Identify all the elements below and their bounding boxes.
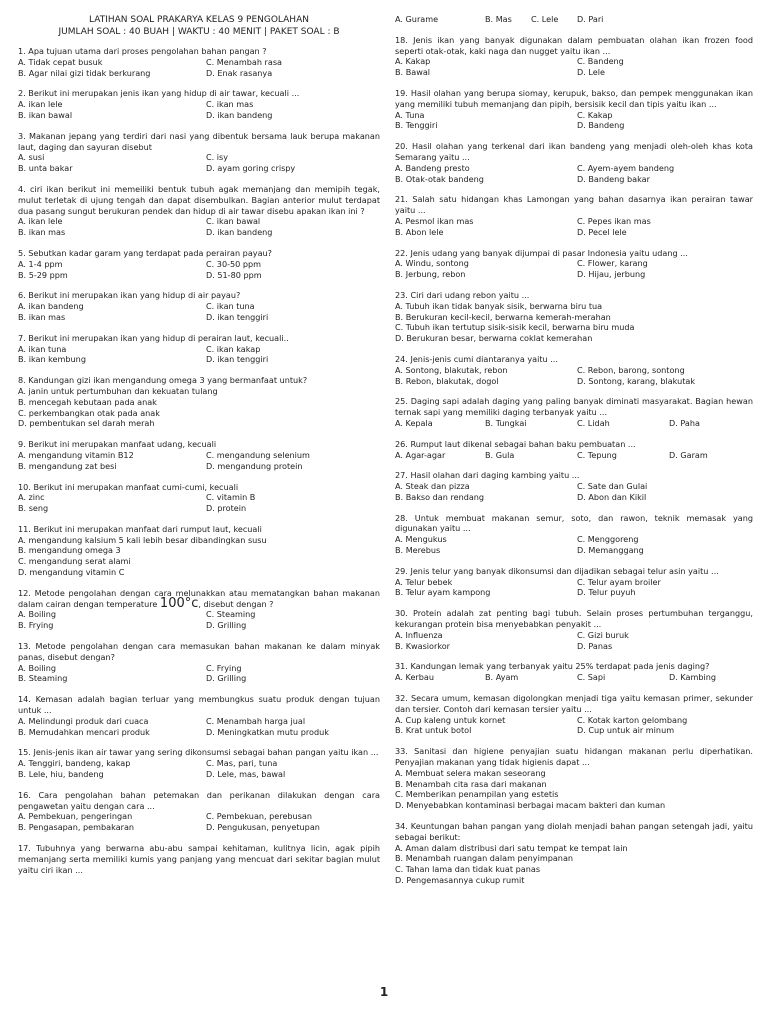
answer-options [395,216,753,238]
question [395,396,753,428]
answer-options [18,716,380,738]
answer-options [395,630,753,652]
answer-option: A. Influenza [395,629,443,640]
answer-options [18,535,380,578]
answer-option: A. Cup kaleng untuk kornet [395,714,506,725]
question [18,790,380,833]
question [395,354,753,386]
answer-option: B. ikan bawal [18,109,73,120]
answer-option: C. mengandung selenium [206,449,310,460]
answer-options [395,768,753,811]
answer-option: A. mengandung kalsium 5 kali lebih besar dibandingkan susu [18,534,267,545]
question-text: 7. Berikut ini merupakan ikan yang hidup di perairan laut, kecuali.. [18,332,289,343]
answer-options [395,843,753,886]
answer-option: C. perkembangkan otak pada anak [18,407,160,418]
answer-options [395,258,753,280]
answer-option: C. Lele [531,14,559,24]
answer-option: B. Telur ayam kampong [395,587,491,598]
answer-options [18,663,380,685]
answer-option: B. Bakso dan rendang [395,491,485,502]
answer-option: B. mencegah kebutaan pada anak [18,396,157,407]
answer-option: B. Memudahkan mencari produk [18,726,150,737]
question-text: 24. Jenis-jenis cumi diantaranya yaitu ... [395,353,558,364]
answer-option: C. isy [206,152,229,163]
right-question-list [395,14,753,886]
answer-option: C. Sapi [577,672,606,683]
answer-option: B. Merebus [395,545,441,556]
answer-option: A. ikan tuna [18,343,67,354]
answer-option: B. seng [18,503,49,514]
answer-options [395,110,753,132]
question-text: 25. Daging sapi adalah daging yang paling banyak diminati masyarakat. Bagian hewan ternak sapi yang memiliki daging terbanyak yaitu ... [395,396,753,418]
answer-option: C. Tepung [577,449,617,460]
answer-option: C. vitamin B [206,492,256,503]
question [395,746,753,811]
answer-option: C. Frying [206,662,242,673]
question [395,470,753,502]
right-column [395,14,753,896]
answer-option: A. Membuat selera makan seseorang [395,767,546,778]
question [18,46,380,78]
answer-option: A. Kerbau [395,672,434,683]
question-text: 8. Kandungan gizi ikan mengandung omega 3 yang bermanfaat untuk? [18,375,308,386]
answer-option: B. mengandung omega 3 [18,545,121,556]
answer-option: C. Menambah rasa [206,56,282,67]
answer-option: C. Gizi buruk [577,629,629,640]
answer-option: B. Bawal [395,67,431,78]
answer-option: B. Steaming [18,673,68,684]
answer-option: A. Melindungi produk dari cuaca [18,715,149,726]
question-text: 2. Berikut ini merupakan jenis ikan yang hidup di air tawar, kecuali ... [18,88,300,99]
question-text: 12. Metode pengolahan dengan cara melunakkan atau mematangkan bahan makanan dalam cairan dengan temperature 100°c, disebut dengan ? [18,587,380,611]
question [395,821,753,886]
answer-option: D. Grilling [206,673,247,684]
answer-option: D. ayam goring crispy [206,163,296,174]
document-subtitle: JUMLAH SOAL : 40 BUAH | WAKTU : 40 MENIT | PAKET SOAL : B [58,27,340,37]
question-text: 33. Sanitasi dan higiene penyajian suatu hidangan makanan perlu diperhatikan. Penyajian makanan yang tidak higienis dapat ... [395,746,753,768]
answer-option: D. Paha [669,417,700,428]
answer-options [395,672,753,683]
answer-option: C. Steaming [206,609,256,620]
answer-option: C. Rebon, barong, sontong [577,364,685,375]
answer-option: D. Bandeng bakar [577,173,650,184]
question [395,248,753,280]
answer-options [18,450,380,472]
answer-option: B. Mas [485,14,512,24]
answer-option: C. Tubuh ikan tertutup sisik-sisik kecil, berwarna biru muda [395,322,635,333]
answer-option: C. Bandeng [577,56,624,67]
document-header [18,14,380,38]
question-text: 9. Berikut ini merupakan manfaat udang, kecuali [18,439,217,450]
answer-option: C. ikan mas [206,99,254,110]
question-text: 32. Secara umum, kemasan digolongkan menjadi tiga yaitu kemasan primer, sekunder dan tersier. Contoh dari kemasan tersier yaitu ... [395,693,753,714]
answer-option: A. Tidak cepat busuk [18,56,103,67]
answer-option: A. mengandung vitamin B12 [18,449,134,460]
answer-option: C. Kotak karton gelombang [577,714,688,725]
answer-option: A. Windu, sontong [395,258,469,269]
answer-options [395,163,753,185]
answer-option: D. ikan tenggiri [206,311,269,322]
answer-option: C. ikan tuna [206,301,255,312]
question [395,608,753,651]
answer-option: A. Gurame [395,14,439,24]
answer-option: D. Lele, mas, bawal [206,769,286,780]
question [395,513,753,556]
question [18,88,380,120]
question-text: 19. Hasil olahan yang berupa siomay, kerupuk, bakso, dan pempek menggunakan ikan yang memiliki tubuh memanjang dan pipih, bersisik kecil dan tipis yaitu ikan ... [395,87,753,109]
answer-option: A. Kakap [395,56,431,67]
answer-option: C. Menggoreng [577,534,639,545]
question-text: 26. Rumput laut dikenal sebagai bahan baku pembuatan ... [395,438,636,449]
answer-option: D. Bandeng [577,120,625,131]
answer-option: C. ikan bawal [206,216,261,227]
answer-option: A. 1-4 ppm [18,258,63,269]
answer-option: A. janin untuk pertumbuhan dan kekuatan tulang [18,385,218,396]
answer-option: A. Pesmol ikan mas [395,215,474,226]
answer-option: A. susi [18,152,45,163]
answer-option: D. Pari [577,14,604,24]
answer-option: D. mengandung vitamin C [18,567,125,578]
answer-option: B. Otak-otak bandeng [395,173,484,184]
answer-option: A. ikan lele [18,216,63,227]
answer-option: D. Lele [577,67,605,78]
question-text: 13. Metode pengolahan dengan cara memasukan bahan makanan ke dalam minyak panas, disebut dengan? [18,641,380,662]
question [18,375,380,429]
answer-option: D. ikan bandeng [206,227,273,238]
answer-option: D. Grilling [206,620,247,631]
page-number: 1 [379,985,389,999]
answer-option: D. Pengemasannya cukup rumit [395,875,525,885]
question [18,694,380,737]
answer-option: B. mengandung zat besi [18,460,117,471]
answer-option: D. Pecel lele [577,226,627,237]
answer-options [395,418,753,429]
question-text: 1. Apa tujuan utama dari proses pengolahan bahan pangan ? [18,46,267,56]
answer-option: B. Lele, hiu, bandeng [18,769,104,780]
answer-option: A. Mengukus [395,534,447,545]
answer-option: A. Telur bebek [395,576,453,587]
answer-option: A. Boiling [18,609,57,620]
answer-option: D. Panas [577,640,613,651]
question-text: 18. Jenis ikan yang banyak digunakan dalam pembuatan olahan ikan frozen food seperti otak-otak, kaki naga dan nugget yaitu ikan ... [395,34,753,56]
answer-options [18,152,380,174]
answer-option: D. Pengukusan, penyetupan [206,822,320,833]
answer-option: B. Ayam [485,672,519,683]
answer-options [18,609,380,631]
answer-option: A. Kepala [395,417,433,428]
answer-option: B. Kwasiorkor [395,640,451,651]
answer-options [395,14,753,25]
answer-option: C. 30-50 ppm [206,258,262,269]
question-text: 15. Jenis-jenis ikan air tawar yang sering dikonsumsi sebagai bahan pangan yaitu ikan ... [18,747,379,758]
answer-option: A. Tenggiri, bandeng, kakap [18,758,131,769]
question [395,88,753,131]
answer-option: A. ikan lele [18,99,63,110]
answer-option: B. Jerbung, rebon [395,269,466,280]
answer-option: D. mengandung protein [206,460,303,471]
question-text: 3. Makanan jepang yang terdiri dari nasi yang dibentuk bersama lauk berupa makanan laut, daging dan sayuran disebut [18,130,380,152]
question-text: 34. Keuntungan bahan pangan yang diolah menjadi bahan pangan setengah jadi, yaitu sebagai berikut: [395,821,753,842]
answer-option: A. Bandeng presto [395,162,470,173]
question [18,184,380,238]
answer-options [18,758,380,780]
answer-options [18,301,380,323]
answer-options [18,811,380,833]
question [18,333,380,365]
left-question-list [18,46,380,875]
answer-option: B. Pengasapan, pembakaran [18,822,135,833]
answer-options [395,534,753,556]
answer-option: C. Mas, pari, tuna [206,758,278,769]
answer-option: C. Pembekuan, perebusan [206,811,312,822]
left-column [18,14,380,885]
question [18,747,380,779]
answer-options [18,492,380,514]
answer-option: C. Tahan lama dan tidak kuat panas [395,864,541,875]
answer-options [395,301,753,344]
question [18,641,380,684]
answer-option: B. Menambah ruangan dalam penyimpanan [395,853,574,864]
question-text: 16. Cara pengolahan bahan petemakan dan perikanan dilakukan dengan cara pengawetan yaitu dengan cara ... [18,789,380,811]
question [18,588,380,631]
answer-options [18,57,380,79]
answer-option: D. Menyebabkan kontaminasi berbagai macam bakteri dan kuman [395,800,666,811]
answer-option: D. Garam [669,449,708,460]
question-text: 17. Tubuhnya yang berwarna abu-abu sampai kehitaman, kulitnya licin, agak pipih memanjang serta memiliki kumis yang panjang yang mencuat dari sekitar bagian mulut yaitu ciri ikan ... [18,843,380,875]
answer-option: C. Kakap [577,109,613,120]
answer-options [395,481,753,503]
question-text: 28. Untuk membuat makanan semur, soto, dan rawon, teknik memasak yang digunakan yaitu ... [395,512,753,534]
question-text: 31. Kandungan lemak yang terbanyak yaitu 25% terdapat pada jenis daging? [395,661,710,672]
question [395,566,753,598]
answer-option: C. Memberikan penampilan yang estetis [395,789,559,800]
answer-option: B. Frying [18,620,54,631]
question [18,131,380,174]
answer-option: D. Meningkatkan mutu produk [206,726,329,737]
answer-option: A. Sontong, blakutak, rebon [395,364,508,375]
answer-option: D. ikan bandeng [206,109,273,120]
answer-option: A. Aman dalam distribusi dari satu tempat ke tempat lain [395,842,628,853]
answer-option: A. Tuna [395,109,425,120]
question [18,290,380,322]
answer-option: D. pembentukan sel darah merah [18,418,155,429]
question-text: 20. Hasil olahan yang terkenal dari ikan bandeng yang menjadi oleh-oleh khas kota Semarang yaitu ... [395,141,753,162]
answer-option: D. Hijau, jerbung [577,269,646,280]
question [18,843,380,875]
answer-option: D. ikan tenggiri [206,354,269,365]
answer-option: A. Pembekuan, pengeringan [18,811,133,822]
question-text: 14. Kemasan adalah bagian terluar yang membungkus suatu produk dengan tujuan untuk ... [18,694,380,716]
answer-option: B. Krat untuk botol [395,725,472,736]
answer-option: C. Lidah [577,417,610,428]
answer-option: D. Abon dan Kikil [577,491,647,502]
answer-option: D. Telur puyuh [577,587,636,598]
answer-options [395,365,753,387]
question [395,290,753,344]
question-text: 22. Jenis udang yang banyak dijumpai di pasar Indonesia yaitu udang ... [395,247,688,258]
answer-options [18,344,380,366]
answer-option: B. Abon lele [395,226,444,237]
answer-options [18,216,380,238]
answer-option: B. unta bakar [18,163,73,174]
answer-option: B. ikan mas [18,311,66,322]
answer-option: A. Agar-agar [395,449,446,460]
question-text: 10. Berikut ini merupakan manfaat cumi-cumi, kecuali [18,481,239,492]
answer-option: B. Berukuran kecil-kecil, berwarna kemerah-merahan [395,311,611,322]
question [395,693,753,736]
answer-option: B. Agar nilai gizi tidak berkurang [18,67,151,78]
answer-option: A. ikan bandeng [18,301,84,312]
answer-option: C. Pepes ikan mas [577,215,651,226]
answer-option: B. Gula [485,449,515,460]
question-text: 6. Berikut ini merupakan ikan yang hidup di air payau? [18,290,241,301]
question [395,141,753,184]
answer-option: B. Tungkai [485,417,527,428]
answer-options [395,56,753,78]
answer-option: B. 5-29 ppm [18,269,68,280]
answer-option: C. Flower, karang [577,258,648,269]
question-text: 23. Ciri dari udang rebon yaitu ... [395,289,530,300]
question-text: 11. Berikut ini merupakan manfaat dari rumput laut, kecuali [18,523,262,534]
answer-option: B. Rebon, blakutak, dogol [395,375,499,386]
answer-options [395,715,753,737]
question [395,14,753,25]
question [395,661,753,683]
answer-option: C. mengandung serat alami [18,556,131,567]
answer-option: D. Memanggang [577,545,644,556]
answer-option: C. Menambah harga jual [206,715,306,726]
question [395,35,753,78]
answer-option: B. Tenggiri [395,120,438,131]
question [18,482,380,514]
answer-option: D. Kambing [669,672,717,683]
answer-option: A. Tubuh ikan tidak banyak sisik, berwarna biru tua [395,300,603,311]
answer-option: D. protein [206,503,247,514]
answer-options [18,99,380,121]
answer-option: D. Sontong, karang, blakutak [577,375,696,386]
question-text: 4. ciri ikan berikut ini memeiliki bentuk tubuh agak memanjang dan memipih tegak, mulut terletak di ujung tengah dan dapat disembulkan. Bagian anterior mulut terdapat dua pasang sungut berukuran pendek dan hidup di air tawar disebu apakan ikan ini ? [18,183,380,216]
answer-option: D. Berukuran besar, berwarna coklat kemerahan [395,333,593,344]
answer-option: C. Ayem-ayem bandeng [577,162,675,173]
question [18,248,380,280]
answer-option: A. zinc [18,492,45,503]
answer-option: C. Telur ayam broiler [577,576,661,587]
question [395,194,753,237]
question-text: 21. Salah satu hidangan khas Lamongan yang bahan dasarnya ikan perairan tawar yaitu ... [395,194,753,216]
answer-option: D. Cup untuk air minum [577,725,675,736]
question-text: 30. Protein adalah zat penting bagi tubuh. Selain proses pertumbuhan terganggu, kekurangan protein bisa menyebabkan penyakit ... [395,608,753,630]
question-text: 27. Hasil olahan dari daging kambing yaitu ... [395,470,580,481]
document-title: LATIHAN SOAL PRAKARYA KELAS 9 PENGOLAHAN [89,15,309,25]
answer-options [18,386,380,429]
answer-options [395,577,753,599]
answer-options [18,259,380,281]
answer-option: C. ikan kakap [206,343,261,354]
answer-option: D. Enak rasanya [206,67,273,78]
answer-option: A. Steak dan pizza [395,481,470,492]
answer-option: B. Menambah cita rasa dari makanan [395,778,547,789]
answer-option: B. ikan mas [18,227,66,238]
question [18,524,380,578]
answer-option: A. Boiling [18,662,57,673]
question [18,439,380,471]
question-text: 29. Jenis telur yang banyak dikonsumsi dan dijadikan sebagai telur asin yaitu ... [395,565,719,576]
answer-option: C. Sate dan Gulai [577,481,648,492]
answer-option: B. ikan kembung [18,354,86,365]
question [395,439,753,461]
temperature-value: 100°c [159,595,199,611]
question-text: 5. Sebutkan kadar garam yang terdapat pada perairan payau? [18,247,272,258]
answer-options [395,450,753,461]
answer-option: D. 51-80 ppm [206,269,262,280]
